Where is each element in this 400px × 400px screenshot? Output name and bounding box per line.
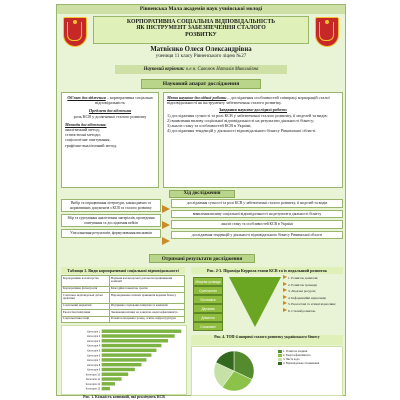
legend-text: 3. Людські ресурси; [288,289,316,294]
bar-category-label: Категорія 13 [85,387,101,391]
left-crest-icon [63,17,87,47]
table-cell: Зменшення впливу на довкілля, енергоефективність [110,310,185,316]
research-poster [56,4,346,399]
legend-text: 1. Розвиток довкілля; [288,276,318,280]
stage-box: Держава [193,304,223,313]
company-count-bar-chart [61,325,187,395]
supervisor-name: к.е.н. Савєлюк Наталія Миколаївна [185,67,259,72]
bar [102,382,115,385]
bar [102,339,168,342]
stage-box: Економіка [193,295,223,304]
progress-task: виявлення впливу соціальної відповідальності на результати діяльності бізнесу [171,210,343,219]
carroll-pyramid-diagram [191,275,343,331]
stage-box: Суспільство [193,286,223,295]
progress-stage: Узагальнення результатів, формулювання висновків [61,229,161,238]
table-cell: Підтримка соціальних ініціатив та кампаній [110,303,185,309]
method-item: статистичні методи; [65,132,101,138]
object-block [65,95,155,105]
table-cell: Соціально відповідальні ділові практики [62,293,110,304]
bar [102,377,122,380]
section-progress-title: Хід дослідження [169,190,235,198]
title-line: ЯК ІНСТРУМЕНТ ЗАБЕЗПЕЧЕННЯ СТАЛОГО [136,25,266,32]
arrow-right-icon [283,275,287,279]
section-apparatus-title: Науковий апарат дослідження [141,79,261,89]
bar-category-label: Категорія 9 [87,368,101,372]
arrow-right-icon [283,301,287,305]
bar [102,358,147,361]
progress-task: аналіз стану та особливостей КСВ в Україні [171,220,343,229]
methods-label: Методи дослідження: [65,121,107,127]
object-label: Об'єкт дослідження [67,95,106,100]
table-cell: Корпоративна філантропія [62,286,110,292]
task-item: 3) аналіз стану та особливостей КСВ в Україні; [167,123,252,129]
bar-category-label: Категорія 12 [85,382,101,386]
sustainable-directions-pie-chart [192,347,276,395]
goal-block [167,95,339,105]
task-item: 1) дослідження сутності та ролі КСВ у забезпеченні сталого розвитку, її моделей та видів; [167,112,328,118]
pie-legend-text: 3. Чиста вода [283,357,300,361]
method-item: аналітичний метод; [65,127,100,133]
task-item: 2) виявлення впливу соціальної відповідальності на результати діяльності бізнесу; [167,117,315,123]
legend-text: 6. Сталий розвиток. [288,308,316,313]
method-item: графічно-аналітичний метод. [65,142,118,148]
pie-legend-text: 2. Енергоефективність [283,353,311,357]
arrow-right-icon [162,237,170,245]
academy-bar: Рівненська Мала академія наук учнівської молоді [57,5,345,14]
pie-chart-title: Рис. 4. ТОП-4 напрямі сталого розвитку українського бізнесу [191,335,343,345]
bar-category-label: Категорія 5 [87,349,101,353]
progress-stage: Вибір та опрацювання літератури, законодавчих та нормативних документів з КСВ та сталого розвитку [61,199,161,212]
diagram-title: Рис. 2-3. Піраміда Керрола етапи КСВ та їх подальший розвиток [191,267,343,274]
apparatus-left-panel [61,92,159,188]
section-results-title: Отримані результати дослідження [149,254,255,263]
table-cell: Соціальні інвестиції [62,316,110,323]
csr-types-table [61,275,185,323]
arrow-right-icon [162,205,170,213]
supervisor-label: Науковий керівник: [143,67,185,72]
stage-box: Місцева громада [193,277,223,286]
subject-block [65,108,155,118]
right-crest-icon [315,17,339,47]
stage-box: Довкілля [193,313,223,322]
bar [102,349,157,352]
bar-category-label: Категорія 8 [87,363,101,367]
bar [102,363,142,366]
method-item: соціологічне опитування; [65,137,111,143]
arrow-right-icon [283,308,287,312]
goal-text: – дослідження особливостей співпраці корпорацій сталої відповідальності як інструменту забезпечення сталого розвитку. [167,95,330,106]
bar-category-label: Категорія 11 [85,378,101,382]
legend-item [283,282,343,289]
poster-title [93,16,309,44]
stage-box: Споживачі [193,322,223,331]
bar-category-label: Категорія 6 [87,354,101,358]
legend-item [283,301,343,308]
bar [102,353,152,356]
bar [102,344,162,347]
title-line: РОЗВИТКУ [185,31,217,38]
arrow-right-icon [283,282,287,286]
progress-tasks [171,199,343,251]
legend-item [283,288,343,295]
subject-label: Предмет дослідження [88,108,132,114]
pie-legend-text: 4. Відповідальне споживання [283,361,320,365]
arrow-right-icon [283,288,287,292]
table-cell: Екологічні ініціативи [62,310,110,316]
apparatus-right-panel [163,92,343,188]
pie-legend [278,349,342,365]
pie-legend-item [278,361,342,365]
table-cell: Надання волонтерської допомоги працівниками компанії [110,276,185,287]
author-name: Матвієнко Олеся Олександрівна [150,46,252,53]
arrow-right-icon [283,295,287,299]
legend-text: 4. Інформаційні відносини; [288,295,327,300]
object-text: – корпоративна соціальна відповідальність [95,95,153,106]
progress-task: дослідження сутності та ролі КСВ у забезпеченні сталого розвитку, її моделей та видів [171,199,343,208]
author-block [93,46,309,63]
legend-text: 5. Екологічні та етичні відносини; [288,302,336,307]
progress-task: дослідження тенденцій у діяльності відповідального бізнесу Рівненської області [171,231,343,240]
table-cell: Благодійні пожертви, гранти [110,286,185,292]
bar-category-label: Категорія 3 [87,339,101,343]
pyramid-legend [283,275,343,315]
title-line: КОРПОРАТИВНА СОЦІАЛЬНА ВІДПОВІДАЛЬНІСТЬ [126,19,276,25]
table-row [62,293,185,304]
bar [102,329,182,332]
bar [102,387,110,390]
supervisor-bar [115,65,287,74]
table-cell: Впровадження етичних принципів ведення бізнесу [110,293,185,304]
table-title: Таблиця 1. Види корпоративної соціальної відповідальності [61,267,185,274]
pie-chart-panel [191,346,343,396]
legend-text: 2. Розвиток громади; [288,282,318,287]
bar [102,334,175,337]
legend-swatch [278,362,282,365]
subject-text: роль КСВ у досягненні сталого розвитку [73,113,147,119]
bar-chart-caption: Рис. 1. Кількість компаній, які реалізують КСВ [83,395,165,399]
author-school: учениця 11 класу Рівненського ліцею №27 [155,54,247,59]
pyramid-shape [229,277,281,327]
bar-category-label: Категорія 4 [87,344,101,348]
goal-label: Мета науково-дослідної роботи [167,95,227,100]
legend-item [283,308,343,315]
table-row [62,276,185,287]
task-item: 4) дослідження тенденцій у діяльності відповідального бізнесу Рівненської області. [167,128,317,134]
methods-block [65,122,155,148]
table-cell: Корпоративне волонтерство [62,276,110,287]
progress-stage: Збір та групування аналітичних матеріалів, проведення опитування та дослідження кейсів [61,214,161,227]
bar-category-label: Категорія 10 [85,373,101,377]
arrow-right-icon [162,221,170,229]
progress-stages [61,199,161,251]
legend-item [283,275,343,282]
tasks-title: Завдання науково-дослідної роботи: [218,107,288,113]
pie-legend-text: 1. Розвиток людини [283,349,308,353]
bar-category-label: Категорія 1 [87,330,101,334]
bar-category-label: Категорія 7 [87,359,101,363]
table-row [62,316,185,323]
legend-item [283,295,343,302]
table-cell: Розвиток місцевих громад, освіти, інфраструктури [110,316,185,323]
table-cell: Соціальний маркетинг [62,303,110,309]
bar [102,368,135,371]
bar [102,373,129,376]
bar-category-label: Категорія 2 [87,335,101,339]
